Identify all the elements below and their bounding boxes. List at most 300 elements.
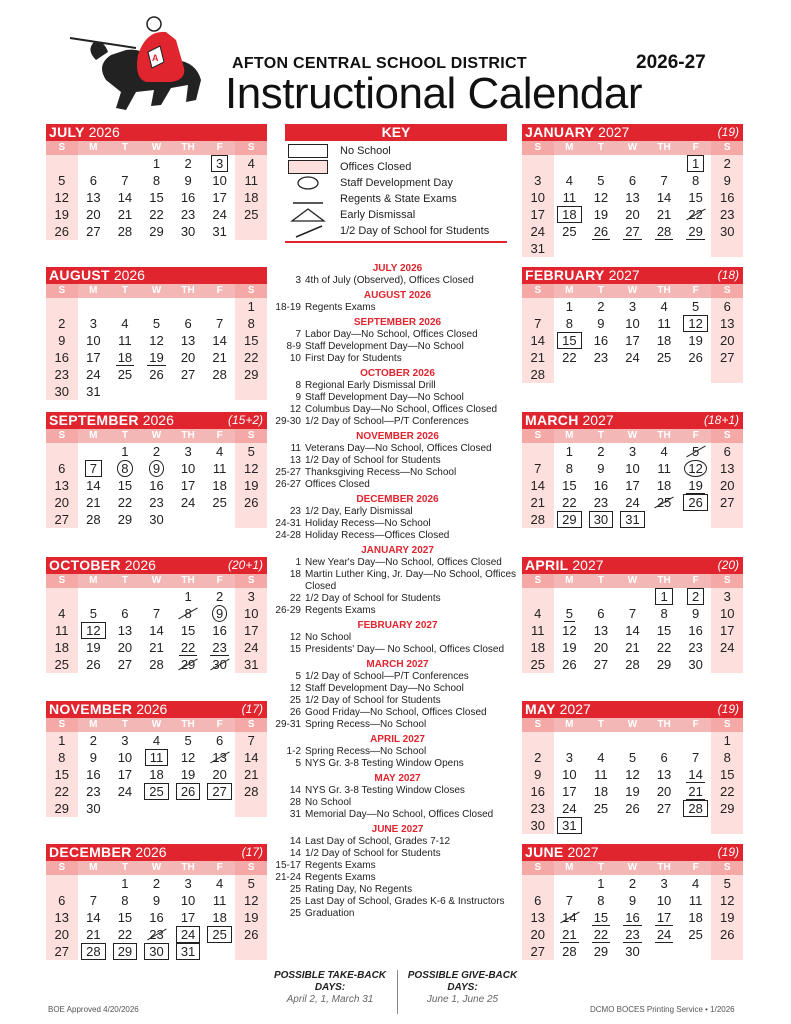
weekday-label: S — [711, 861, 743, 875]
day-number: 4 — [58, 606, 66, 621]
day-number: 4 — [216, 444, 224, 459]
day-number: 9 — [89, 750, 97, 765]
day-number: 30 — [719, 224, 735, 239]
day-cell — [46, 223, 78, 240]
day-number: 11 — [657, 461, 671, 476]
day-number: 24 — [180, 495, 196, 510]
weekday-label: M — [89, 142, 98, 153]
day-cell — [585, 892, 617, 909]
day-cell — [235, 460, 267, 477]
day-cell — [648, 206, 680, 223]
day-number: 17 — [243, 623, 259, 638]
weekday-header — [522, 284, 743, 298]
day-cell — [46, 366, 78, 383]
event-date: 29-30 — [275, 416, 301, 427]
day-cell — [648, 892, 680, 909]
day-cell — [585, 800, 617, 817]
day-number: 2 — [216, 589, 224, 604]
weekday-label: F — [692, 430, 699, 441]
weekday-label: TH — [657, 575, 671, 586]
day-number: 10 — [530, 190, 546, 205]
empty-cell — [109, 155, 141, 172]
day-cell — [78, 926, 110, 943]
day-cell — [711, 206, 743, 223]
day-number: 22 — [719, 784, 735, 799]
weekday-label: F — [692, 285, 699, 296]
day-cell — [711, 155, 743, 172]
day-number: 12 — [149, 333, 164, 348]
day-cell — [585, 943, 617, 960]
day-number: 9 — [597, 461, 605, 476]
empty-cell — [78, 588, 110, 605]
day-cell — [78, 366, 110, 383]
day-number: 14 — [149, 623, 164, 638]
day-cell — [617, 511, 649, 528]
day-cell — [46, 926, 78, 943]
day-number: 26 — [683, 494, 707, 511]
day-number: 30 — [589, 511, 613, 528]
day-number: 7 — [692, 750, 700, 765]
day-number: 25 — [212, 495, 227, 510]
event-desc: Regents Exams — [305, 302, 376, 313]
day-cell — [711, 588, 743, 605]
day-number: 19 — [593, 207, 609, 222]
event-desc: Good Friday—No School, Offices Closed — [305, 707, 487, 718]
day-number: 27 — [54, 944, 70, 959]
weekday-label: F — [692, 575, 699, 586]
day-cell — [235, 189, 267, 206]
day-number: 20 — [656, 784, 672, 799]
day-number: 29 — [54, 801, 70, 816]
event-month: JUNE 2027 — [371, 824, 424, 835]
day-number: 19 — [180, 767, 196, 782]
day-grid — [46, 443, 267, 528]
day-cell — [554, 172, 586, 189]
day-number: 10 — [656, 893, 672, 908]
day-cell — [204, 783, 236, 800]
weekday-label: S — [522, 718, 554, 732]
month-header — [46, 844, 267, 861]
day-number: 24 — [117, 784, 133, 799]
day-number: 23 — [212, 640, 227, 655]
weekday-header — [46, 284, 267, 298]
day-number: 15 — [688, 190, 703, 205]
empty-cell — [711, 656, 743, 673]
empty-cell — [522, 298, 554, 315]
day-cell — [109, 749, 141, 766]
month-june — [522, 844, 743, 960]
day-number: 24 — [176, 926, 200, 943]
month-year: 2026 — [135, 844, 167, 860]
day-number: 2 — [723, 156, 731, 171]
day-number: 7 — [534, 461, 542, 476]
weekday-label: S — [711, 429, 743, 443]
day-cell — [46, 332, 78, 349]
day-number: 22 — [180, 640, 196, 655]
day-cell — [648, 588, 680, 605]
day-grid — [522, 155, 743, 257]
day-number: 4 — [692, 876, 700, 891]
day-cell — [711, 494, 743, 511]
event-desc: Columbus Day—No School, Offices Closed — [305, 404, 498, 415]
day-number: 20 — [86, 207, 101, 222]
day-number: 1 — [247, 299, 255, 314]
event-desc: Holiday Recess—No School — [305, 518, 431, 529]
key-row-staff-dev — [288, 175, 453, 191]
key-swatch-white — [288, 144, 328, 158]
slash-icon — [288, 224, 328, 238]
day-number: 3 — [628, 299, 637, 314]
weekday-label: S — [46, 718, 78, 732]
event-date: 24-28 — [275, 530, 301, 541]
empty-cell — [78, 155, 110, 172]
weekday-label: T — [121, 430, 128, 441]
triangle-icon — [288, 208, 328, 222]
day-number: 24 — [243, 640, 259, 655]
day-cell — [172, 155, 204, 172]
day-cell — [648, 622, 680, 639]
day-cell — [648, 783, 680, 800]
weekday-label: TH — [181, 430, 195, 441]
day-number: 24 — [625, 350, 640, 365]
day-number: 12 — [625, 767, 640, 782]
day-number: 3 — [184, 876, 192, 891]
event-date: 9 — [295, 392, 301, 403]
day-cell — [172, 605, 204, 622]
day-number: 20 — [719, 333, 735, 348]
day-number: 25 — [144, 783, 168, 800]
day-cell — [617, 943, 649, 960]
day-number: 5 — [152, 316, 161, 331]
event-row — [275, 848, 520, 860]
takeback-dates: April 2, 1, March 31 — [286, 994, 374, 1005]
empty-cell — [204, 800, 236, 817]
day-number: 14 — [562, 910, 577, 925]
day-cell — [109, 223, 141, 240]
day-number: 24 — [212, 207, 227, 222]
day-number: 29 — [243, 367, 259, 382]
day-cell — [204, 332, 236, 349]
day-cell — [522, 189, 554, 206]
day-number: 18 — [117, 350, 133, 365]
weekday-label: T — [121, 285, 128, 296]
day-cell — [172, 622, 204, 639]
day-number: 25 — [688, 927, 703, 942]
empty-cell — [235, 943, 267, 960]
day-cell — [711, 349, 743, 366]
events-list — [275, 260, 520, 920]
day-number: 2 — [58, 316, 66, 331]
day-cell — [680, 639, 712, 656]
day-cell — [235, 926, 267, 943]
day-number: 19 — [86, 640, 101, 655]
day-number: 18 — [212, 478, 227, 493]
day-cell — [235, 892, 267, 909]
day-number: 1 — [184, 589, 192, 604]
day-cell — [204, 349, 236, 366]
event-desc: Regents Exams — [305, 605, 376, 616]
day-number: 4 — [152, 733, 161, 748]
day-number: 10 — [243, 606, 259, 621]
day-cell — [46, 639, 78, 656]
month-year: 2027 — [559, 701, 591, 717]
event-date: 5 — [295, 758, 301, 769]
day-number: 12 — [243, 461, 259, 476]
giveback-title: POSSIBLE GIVE-BACK DAYS: — [407, 970, 518, 993]
month-name: JULY — [49, 124, 85, 140]
event-desc: Labor Day—No School, Offices Closed — [305, 329, 478, 340]
day-cell — [172, 926, 204, 943]
event-date: 14 — [289, 785, 301, 796]
day-number: 6 — [628, 173, 637, 188]
day-cell — [46, 605, 78, 622]
event-date: 8 — [295, 380, 301, 391]
day-number: 24 — [562, 801, 577, 816]
day-cell — [680, 800, 712, 817]
day-cell — [78, 511, 110, 528]
empty-cell — [585, 366, 617, 383]
day-number: 25 — [54, 657, 70, 672]
empty-cell — [585, 155, 617, 172]
empty-cell — [585, 240, 617, 257]
empty-cell — [585, 732, 617, 749]
day-number: 18 — [656, 478, 672, 493]
day-cell — [554, 206, 586, 223]
day-number: 15 — [180, 623, 196, 638]
day-number: 4 — [534, 606, 542, 621]
empty-cell — [109, 588, 141, 605]
month-name: AUGUST — [49, 267, 110, 283]
day-cell — [109, 639, 141, 656]
day-number: 8 — [723, 750, 731, 765]
event-desc: Regional Early Dismissal Drill — [305, 380, 436, 391]
day-cell — [648, 656, 680, 673]
day-cell — [711, 460, 743, 477]
day-number: 25 — [656, 350, 672, 365]
weekday-header — [522, 718, 743, 732]
day-number: 28 — [683, 800, 707, 817]
empty-cell — [711, 511, 743, 528]
empty-cell — [554, 875, 586, 892]
weekday-header — [46, 429, 267, 443]
day-number: 30 — [86, 801, 101, 816]
day-number: 3 — [121, 733, 129, 748]
day-cell — [78, 383, 110, 400]
day-number: 4 — [216, 876, 224, 891]
day-number: 7 — [152, 606, 161, 621]
day-cell — [554, 783, 586, 800]
weekday-label: S — [46, 141, 78, 155]
day-cell — [109, 206, 141, 223]
day-number: 19 — [562, 640, 577, 655]
day-cell — [235, 443, 267, 460]
month-october — [46, 557, 267, 673]
event-row — [275, 479, 520, 491]
day-number: 15 — [557, 332, 581, 349]
key-row-half-day — [288, 223, 489, 239]
event-row — [275, 275, 520, 287]
event-row — [275, 644, 520, 656]
day-cell — [46, 315, 78, 332]
day-cell — [522, 172, 554, 189]
day-cell — [141, 766, 173, 783]
month-september — [46, 412, 267, 528]
day-cell — [585, 298, 617, 315]
empty-cell — [78, 875, 110, 892]
day-cell — [141, 943, 173, 960]
event-desc: Holiday Recess—Offices Closed — [305, 530, 450, 541]
key-label: Regents & State Exams — [340, 193, 457, 205]
weekday-label: T — [597, 862, 604, 873]
day-cell — [141, 511, 173, 528]
day-number: 15 — [719, 767, 735, 782]
day-cell — [235, 588, 267, 605]
takeback-days — [270, 970, 390, 1006]
weekday-label: M — [89, 719, 98, 730]
event-row — [275, 860, 520, 872]
event-row — [275, 518, 520, 530]
day-cell — [46, 800, 78, 817]
event-row — [275, 605, 520, 617]
day-cell — [617, 189, 649, 206]
day-cell — [680, 909, 712, 926]
day-number: 6 — [216, 733, 224, 748]
event-month: SEPTEMBER 2026 — [353, 317, 442, 328]
day-cell — [235, 622, 267, 639]
empty-cell — [554, 155, 586, 172]
day-number: 14 — [656, 190, 672, 205]
day-number: 21 — [212, 350, 227, 365]
day-cell — [680, 622, 712, 639]
day-number: 26 — [625, 801, 640, 816]
day-cell — [522, 460, 554, 477]
month-year: 2026 — [113, 267, 145, 283]
day-cell — [141, 494, 173, 511]
day-cell — [648, 605, 680, 622]
event-desc: 1/2 Day of School for Students — [305, 593, 441, 604]
key-row-regents — [288, 191, 457, 207]
day-cell — [141, 477, 173, 494]
day-cell — [46, 656, 78, 673]
weekday-label: S — [711, 141, 743, 155]
weekday-label: S — [235, 284, 267, 298]
event-date: 1-2 — [286, 746, 301, 757]
day-number: 10 — [625, 316, 640, 331]
weekday-label: TH — [657, 719, 671, 730]
day-number: 26 — [562, 657, 577, 672]
weekday-label: W — [627, 719, 638, 730]
day-cell — [78, 783, 110, 800]
printer-credit: DCMO BOCES Printing Service • 1/2026 — [590, 1005, 735, 1014]
day-cell — [585, 656, 617, 673]
day-number: 11 — [145, 749, 169, 766]
month-header — [522, 701, 743, 718]
empty-cell — [648, 366, 680, 383]
weekday-label: M — [89, 862, 98, 873]
day-number: 14 — [212, 333, 227, 348]
day-cell — [172, 875, 204, 892]
day-number: 22 — [117, 927, 133, 942]
day-number: 6 — [723, 299, 731, 314]
event-desc: 1/2 Day of School for Students — [305, 455, 441, 466]
weekday-label: T — [597, 142, 604, 153]
day-number: 19 — [625, 784, 640, 799]
day-number: 22 — [149, 207, 164, 222]
day-cell — [46, 749, 78, 766]
month-may — [522, 701, 743, 834]
day-cell — [585, 349, 617, 366]
underline-icon — [288, 192, 328, 206]
day-count: (18) — [717, 268, 739, 282]
day-cell — [617, 494, 649, 511]
day-cell — [172, 749, 204, 766]
day-number: 20 — [593, 640, 609, 655]
day-cell — [172, 189, 204, 206]
day-number: 26 — [86, 657, 101, 672]
day-cell — [141, 349, 173, 366]
day-number: 20 — [719, 478, 735, 493]
day-number: 13 — [54, 910, 70, 925]
day-cell — [78, 639, 110, 656]
day-cell — [109, 366, 141, 383]
day-number: 21 — [530, 495, 546, 510]
day-cell — [648, 315, 680, 332]
day-number: 21 — [688, 784, 703, 799]
day-cell — [141, 366, 173, 383]
day-number: 4 — [565, 173, 573, 188]
day-number: 23 — [719, 207, 735, 222]
day-cell — [680, 349, 712, 366]
month-header — [522, 267, 743, 284]
event-row — [275, 329, 520, 341]
day-number: 3 — [89, 316, 97, 331]
empty-cell — [109, 800, 141, 817]
day-number: 7 — [534, 316, 542, 331]
day-number: 12 — [54, 190, 70, 205]
day-cell — [235, 639, 267, 656]
day-number: 21 — [117, 207, 133, 222]
day-number: 3 — [723, 589, 731, 604]
day-cell — [109, 443, 141, 460]
day-number: 18 — [593, 784, 609, 799]
month-august — [46, 267, 267, 400]
day-cell — [235, 206, 267, 223]
weekday-label: F — [692, 862, 699, 873]
day-number: 6 — [89, 173, 97, 188]
day-number: 1 — [565, 444, 573, 459]
month-year: 2027 — [572, 557, 604, 573]
day-number: 30 — [688, 657, 703, 672]
day-number: 11 — [212, 461, 227, 476]
day-number: 23 — [593, 495, 609, 510]
month-name: MAY — [525, 701, 556, 717]
day-cell — [141, 892, 173, 909]
oval-icon — [288, 176, 328, 190]
day-cell — [585, 494, 617, 511]
day-cell — [204, 892, 236, 909]
day-number: 5 — [628, 750, 637, 765]
day-cell — [554, 766, 586, 783]
day-cell — [141, 605, 173, 622]
day-cell — [617, 349, 649, 366]
day-cell — [204, 443, 236, 460]
day-cell — [585, 332, 617, 349]
day-cell — [109, 315, 141, 332]
day-number: 26 — [149, 367, 164, 382]
day-number: 5 — [723, 876, 731, 891]
day-number: 15 — [149, 190, 164, 205]
day-number: 6 — [723, 444, 731, 459]
